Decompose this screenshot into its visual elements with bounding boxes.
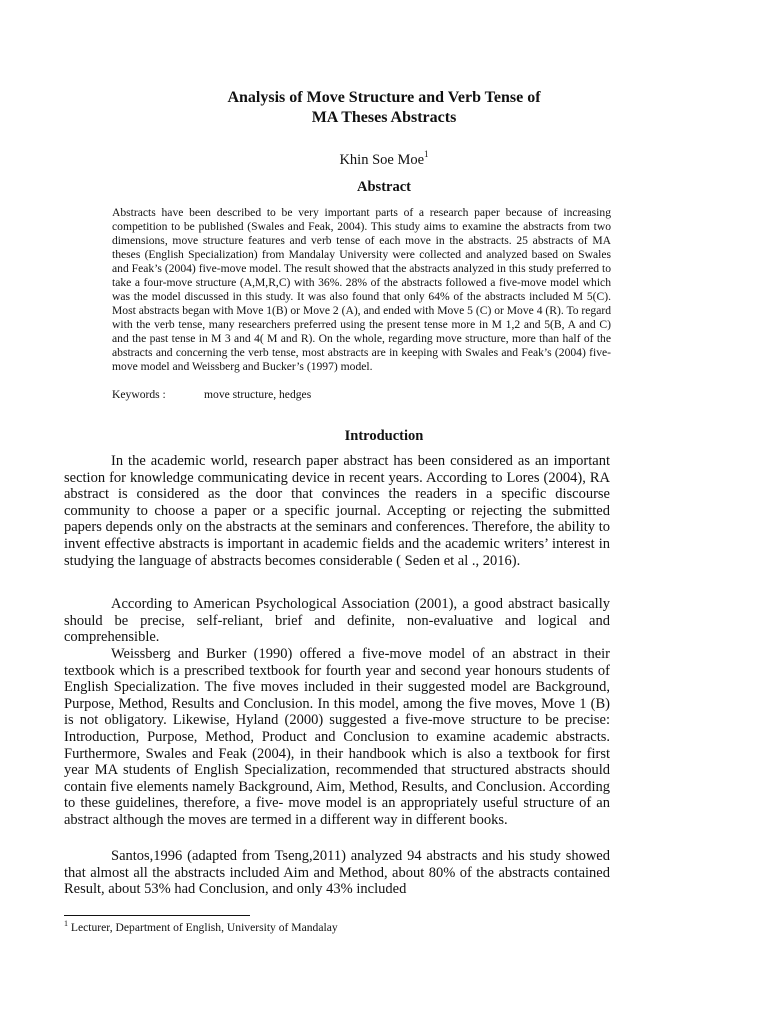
intro-paragraph: According to American Psychological Association (2001), a good abstract basically should be precise, self-reliant, brief and definite, non-evaluative and logical and comprehensible. xyxy=(64,596,610,646)
keywords-value: move structure, hedges xyxy=(204,388,312,401)
paper-title xyxy=(0,88,768,128)
abstract-heading: Abstract xyxy=(357,179,411,195)
abstract-body xyxy=(112,206,611,374)
author-name: Khin Soe Moe xyxy=(339,152,425,168)
paper-title-line-1: Analysis of Move Structure and Verb Tense of xyxy=(227,89,541,106)
abstract-text: Abstracts have been described to be very important parts of a research paper because of increasing competition to be published (Swales and Feak, 2004). This study aims to examine the abstracts from two dimensions, move structure features and verb tense of each move in the abstracts. 25 abstracts of MA theses (English Specialization) from Mandalay University were collected and analyzed based on Swales and Feak’s (2004) five-move model. The result showed that the abstracts analyzed in this study preferred to take a four-move structure (A,M,R,C) with 36%. 28% of the abstracts followed a five-move model which was the model discussed in this study. It was also found that only 64% of the abstracts included M 5(C). Most abstracts began with Move 1(B) or Move 2 (A), and ended with Move 5 (C) or Move 4 (R). To regard with the verb tense, many researchers preferred using the present tense more in M 1,2 and 5(B, A and C) and the past tense in M 3 and 4( M and R). On the whole, regarding move structure, more than half of the abstracts and concerning the verb tense, most abstracts are in keeping with Swales and Feak’s (2004) five-move model and Weissberg and Bucker’s (1997) model. xyxy=(112,206,612,373)
footnote-text: Lecturer, Department of English, University of Mandalay xyxy=(70,921,338,934)
intro-paragraph-block-2 xyxy=(64,596,610,646)
intro-paragraph-block-4 xyxy=(64,848,610,898)
introduction-heading: Introduction xyxy=(344,428,424,444)
intro-paragraph-block-3 xyxy=(64,646,610,829)
intro-paragraph: In the academic world, research paper abstract has been considered as an important section for knowledge communicating device in recent years. According to Lores (2004), RA abstract is considered as the door that convinces the readers in a specific discourse community to choose a paper or a specific journal. Accepting or rejecting the submitted papers depends only on the abstracts at the seminars and conferences. Therefore, the ability to invent effective abstracts is important in academic fields and the academic writers’ interest in studying the language of abstracts becomes considerable ( Seden et al ., 2016). xyxy=(64,453,610,569)
paper-title-line-2: MA Theses Abstracts xyxy=(311,109,457,126)
footnote-divider xyxy=(64,915,250,916)
author-footnote-mark: 1 xyxy=(424,149,429,159)
footnote xyxy=(64,921,338,935)
keywords-label: Keywords : xyxy=(112,388,166,401)
intro-paragraph-block-1 xyxy=(64,453,610,569)
keywords-line xyxy=(112,388,311,402)
author-line xyxy=(0,149,768,169)
intro-paragraph: Santos,1996 (adapted from Tseng,2011) analyzed 94 abstracts and his study showed that almost all the abstracts included Aim and Method, about 80% of the abstracts contained Result, about 53% had Conclusion, and only 43% included xyxy=(64,848,610,898)
intro-paragraph: Weissberg and Burker (1990) offered a five-move model of an abstract in their textbook which is a prescribed textbook for fourth year and second year honours students of English Specialization. The five moves included in their suggested model are Background, Purpose, Method, Results and Conclusion. In this model, among the five moves, Move 1 (B) is not obligatory. Likewise, Hyland (2000) suggested a five-move structure to be precise: Introduction, Purpose, Method, Product and Conclusion to examine academic abstracts. Furthermore, Swales and Feak (2004), in their handbook which is also a textbook for first year MA students of English Specialization, recommended that structured abstracts should contain five elements namely Background, Aim, Method, Results, and Conclusion. According to these guidelines, therefore, a five- move model is an appropriately useful structure of an abstract although the moves are termed in a different way in different books. xyxy=(64,646,610,828)
footnote-mark: 1 xyxy=(64,919,68,928)
